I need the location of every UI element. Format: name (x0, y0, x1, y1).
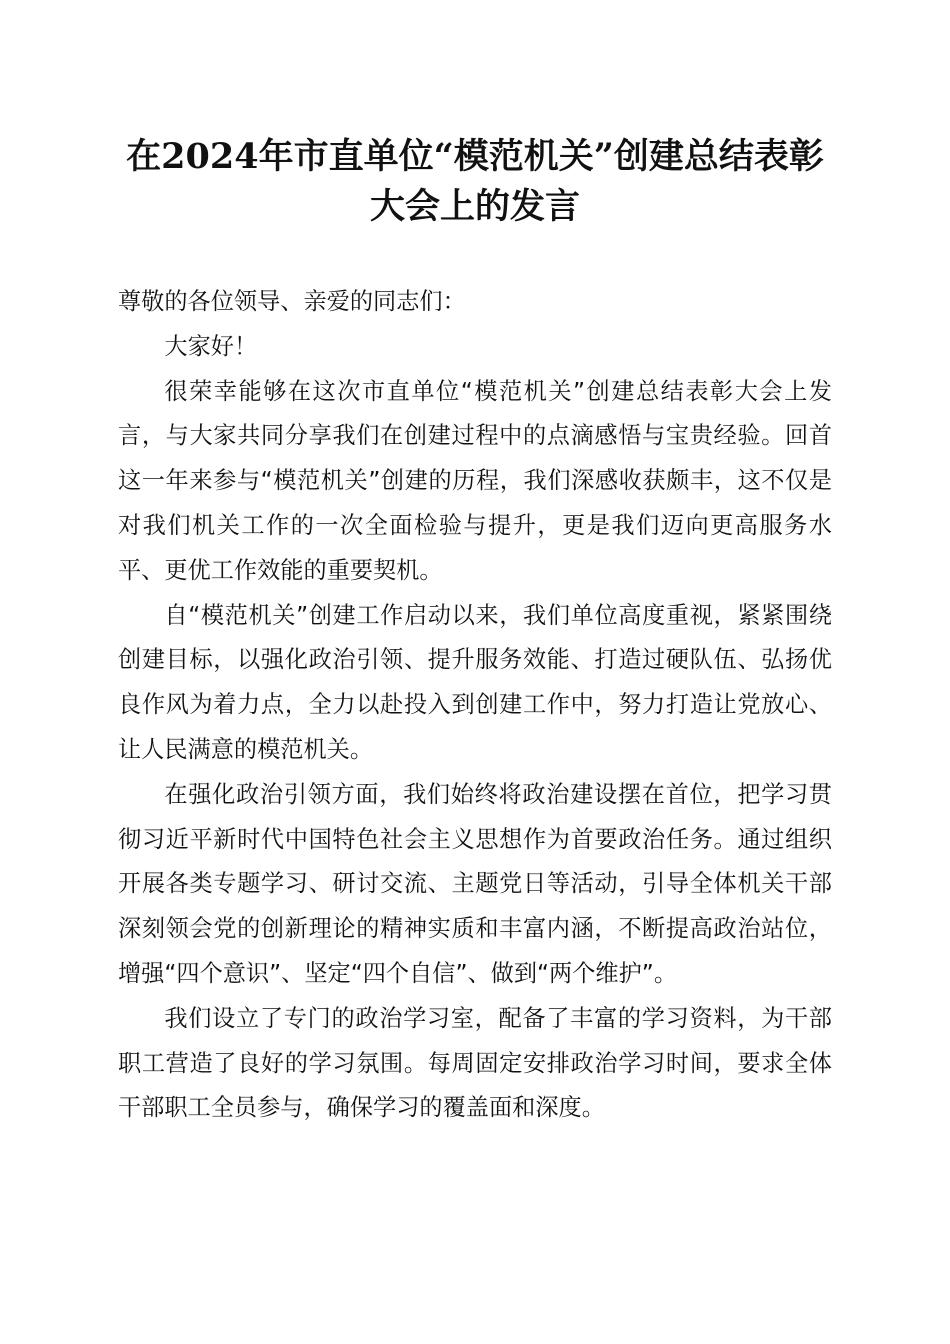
paragraph-4: 我们设立了专门的政治学习室，配备了丰富的学习资料，为干部职工营造了良好的学习氛围。每周固定安排政治学习时间，要求全体干部职工全员参与，确保学习的覆盖面和深度。 (118, 1004, 832, 1122)
greeting: 大家好！ (164, 332, 258, 360)
paragraph-1: 很荣幸能够在这次市直单位“模范机关”创建总结表彰大会上发言，与大家共同分享我们在创建过程中的点滴感悟与宝贵经验。回首这一年来参与“模范机关”创建的历程，我们深感收获颇丰，这不仅是对我们机关工作的一次全面检验与提升，更是我们迈向更高服务水平、更优工作效能的重要契机。 (118, 377, 832, 584)
document-title: 在2024年市直单位“模范机关”创建总结表彰大会上的发言 (126, 136, 824, 227)
salutation: 尊敬的各位领导、亲爱的同志们： (118, 288, 466, 315)
document-body (118, 280, 832, 1131)
paragraph-2: 自“模范机关”创建工作启动以来，我们单位高度重视，紧紧围绕创建目标，以强化政治引领、提升服务效能、打造过硬队伍、弘扬优良作风为着力点，全力以赴投入到创建工作中，努力打造让党放心、让人民满意的模范机关。 (118, 601, 832, 763)
paragraph-3: 在强化政治引领方面，我们始终将政治建设摆在首位，把学习贯彻习近平新时代中国特色社会主义思想作为首要政治任务。通过组织开展各类专题学习、研讨交流、主题党日等活动，引导全体机关干部深刻领会党的创新理论的精神实质和丰富内涵，不断提高政治站位，增强“四个意识”、坚定“四个自信”、做到“两个维护”。 (118, 780, 832, 987)
